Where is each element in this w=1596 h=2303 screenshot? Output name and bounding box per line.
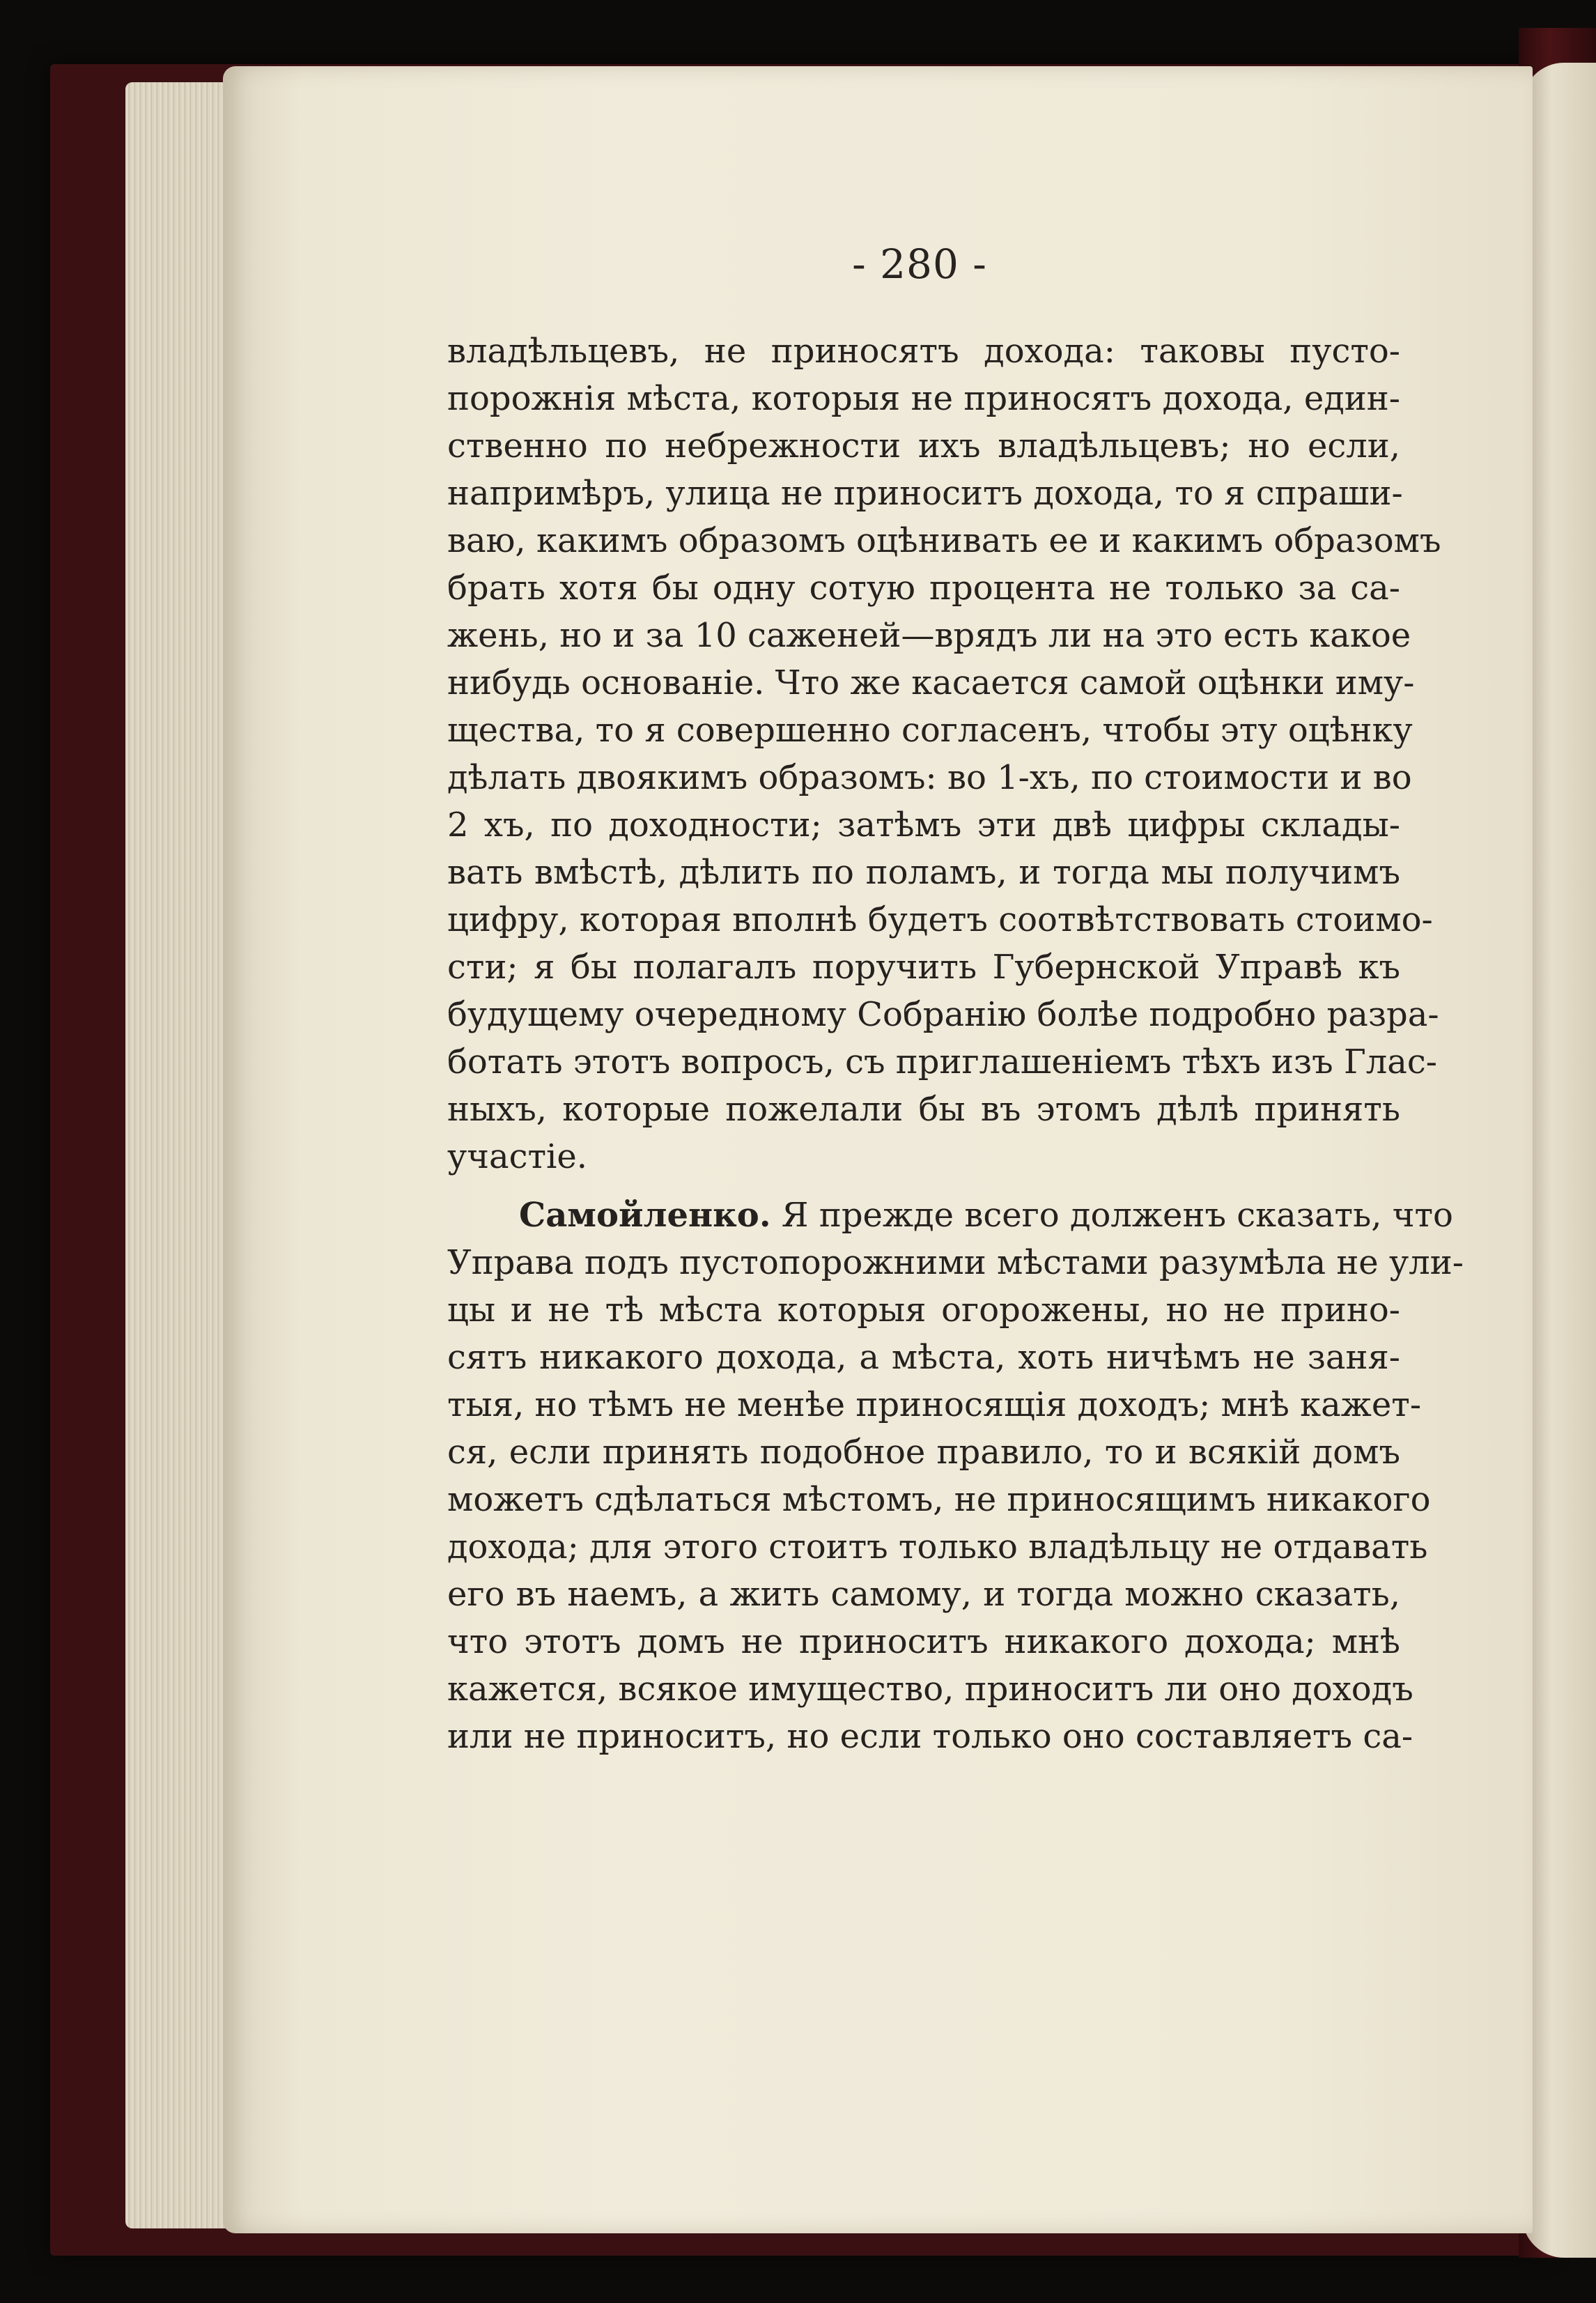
- speaker-name: Самойленко.: [519, 1196, 771, 1235]
- text-line: брать хотя бы одну сотую процента не только за са-: [447, 569, 1400, 608]
- text-line: цы и не тѣ мѣста которыя огорожены, но не прино-: [447, 1291, 1400, 1330]
- text-line: участіе.: [447, 1137, 588, 1176]
- text-line: цифру, которая вполнѣ будетъ соотвѣтствовать стоимо-: [447, 900, 1433, 939]
- text-line: сятъ никакого дохода, а мѣста, хоть ничѣмъ не заня-: [447, 1338, 1400, 1377]
- page-number: - 280 -: [852, 240, 987, 288]
- text-line: можетъ сдѣлаться мѣстомъ, не приносящимъ никакого: [447, 1480, 1431, 1519]
- text-line: будущему очередному Собранію болѣе подробно разра-: [447, 995, 1439, 1034]
- text-line: что этотъ домъ не приноситъ никакого дохода; мнѣ: [447, 1622, 1400, 1661]
- text-line: напримѣръ, улица не приноситъ дохода, то я спраши-: [447, 474, 1403, 513]
- text-line: щества, то я совершенно согласенъ, чтобы эту оцѣнку: [447, 711, 1413, 750]
- text-line: кажется, всякое имущество, приноситъ ли оно доходъ: [447, 1670, 1413, 1709]
- text-line: вать вмѣстѣ, дѣлить по поламъ, и тогда мы получимъ: [447, 853, 1400, 892]
- text-line: дѣлать двоякимъ образомъ: во 1-хъ, по стоимости и во: [447, 758, 1412, 797]
- text-line: нибудь основаніе. Что же касается самой оцѣнки иму-: [447, 663, 1415, 702]
- text-line: ваю, какимъ образомъ оцѣнивать ее и какимъ образомъ: [447, 521, 1441, 560]
- text-line: сти; я бы полагалъ поручить Губернской Управѣ къ: [447, 948, 1400, 987]
- text-line: ботать этотъ вопросъ, съ приглашеніемъ тѣхъ изъ Глас-: [447, 1042, 1437, 1081]
- speech-paragraph-start: [519, 1192, 1453, 1239]
- text-line: порожнія мѣста, которыя не приносятъ дохода, един-: [447, 379, 1400, 418]
- text-line: дохода; для этого стоитъ только владѣльцу не отдавать: [447, 1527, 1428, 1566]
- speech-first-line: Я прежде всего долженъ сказать, что: [781, 1196, 1453, 1235]
- facing-page-edge: [1522, 63, 1596, 2258]
- text-line: Управа подъ пустопорожними мѣстами разумѣла не ули-: [447, 1243, 1464, 1282]
- text-line: жень, но и за 10 саженей—врядъ ли на это есть какое: [447, 616, 1411, 655]
- text-line: владѣльцевъ, не приносятъ дохода: таковы пусто-: [447, 332, 1400, 371]
- text-line: ныхъ, которые пожелали бы въ этомъ дѣлѣ принять: [447, 1090, 1400, 1129]
- text-line: его въ наемъ, а жить самому, и тогда можно сказать,: [447, 1575, 1400, 1614]
- text-line: тыя, но тѣмъ не менѣе приносящія доходъ; мнѣ кажет-: [447, 1385, 1422, 1424]
- text-line: ся, если принять подобное правило, то и всякій домъ: [447, 1433, 1400, 1472]
- text-line: или не приноситъ, но если только оно составляетъ са-: [447, 1717, 1413, 1756]
- text-line: ственно по небрежности ихъ владѣльцевъ; но если,: [447, 426, 1400, 465]
- text-line: 2 хъ, по доходности; затѣмъ эти двѣ цифры склады-: [447, 806, 1400, 845]
